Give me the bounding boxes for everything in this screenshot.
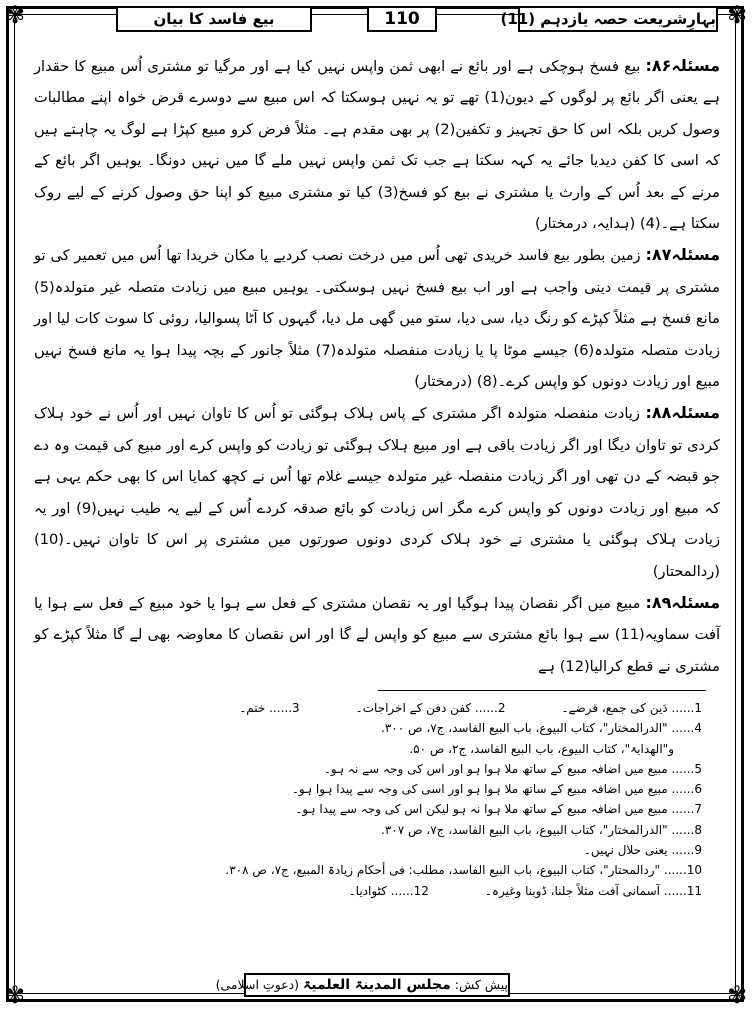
masala-label: مسئلہ۸۹: bbox=[645, 592, 721, 612]
footnote: 4...... "الدرالمختار"، کتاب البیوع، باب البیع الفاسد، ج۷، ص ۳۰۰. bbox=[381, 721, 702, 736]
masala-text: مبیع میں اگر نقصان پیدا ہوگیا اور یہ نقصان مشتری کے فعل سے ہوا یا خود مبیع کے فعل سے ہوا یا آفت سماویہ(11) سے ہوا بائع مشتری سے مبیع کو واپس لے گا اور اس نقصان کا معاوضہ بھی لے گا مثلاً کپڑے کو مشتری نے قطع کرالیا(12) ہے bbox=[34, 594, 720, 675]
masala-text: زیادت منفصلہ متولدہ اگر مشتری کے پاس ہلاک ہوگئی تو اُس کا تاوان نہیں اور اُس نے خود ہلاک کردی تو تاوان دیگا اور اگر زیادت باقی ہے اور مبیع ہلاک ہوگئی تو زیادت کو واپس کرے اور مبیع کی قیمت وہ دے جو قبضہ کے دن تھی اور اگر زیادت منفصلہ غیر متولدہ جیسے غلام تھا اُس نے کچھ کمایا اس کا بھی حکم یہی ہے کہ مبیع اور زیادت دونوں کو واپس کرے مگر اس زیادت کو بائع صدقہ کردے اُس کے لیے یہ طیب نہیں(9) اور یہ زیادت ہلاک ہوگئی یا مشتری نے خود ہلاک کردی دونوں صورتوں میں مشتری پر اس کا تاوان نہیں۔(10) (ردالمحتار) bbox=[34, 405, 720, 580]
footnote: 1...... دَین کی جمع، قرضے۔ bbox=[561, 701, 702, 715]
masala-text: بیع فسخ ہوچکی ہے اور بائع نے ابھی ثمن واپس نہیں کیا ہے اور مرگیا تو مشتری اُس مبیع کا حقدار ہے یعنی اگر بائع پر لوگوں کے دیون(1) تھے تو یہ نہیں ہوسکتا کہ اس مبیع سے دوسرے قرض خواہ اپنے مطالبات وصول کریں بلکہ اس کا حق تجہیز و تکفین(2) پر بھی مقدم ہے۔ مثلاً فرض کرو مبیع کپڑا ہے لوگ یہ چاہتے ہیں کہ اسی کا کفن دیدیا جائے یہ کہہ سکتا ہے جب تک ثمن واپس نہیں ملے گا میں نہیں دونگا۔ یوہیں اگر بائع کے مرنے کے بعد اُس کے وارث یا مشتری نے بیع کو فسخ(3) کیا تو مشتری مبیع کو اپنا حق وصول کرنے کے لیے روک سکتا ہے۔(4) (ہدایہ، درمختار) bbox=[34, 58, 720, 233]
main-text bbox=[34, 50, 720, 682]
footnote: 8...... "الدرالمختار"، کتاب البیوع، باب البیع الفاسد، ج۷، ص ۳۰۷. bbox=[381, 822, 702, 837]
corner-ornament-icon: ✾ bbox=[4, 1, 26, 29]
footnote: 7...... مبیع میں اضافہ مبیع کے ساتھ ملا ہوا نہ ہو لیکن اس کی وجہ سے پیدا ہو۔ bbox=[295, 802, 702, 817]
page-number: 110 bbox=[367, 6, 437, 32]
footnote: 3...... ختم۔ bbox=[239, 701, 300, 715]
footnote: 2...... کفن دفن کے اخراجات۔ bbox=[355, 701, 506, 715]
footnote: 5...... مبیع میں اضافہ مبیع کے ساتھ ملا ہوا ہو اور اس کی وجہ سے نہ ہو۔ bbox=[323, 761, 702, 776]
footnote: 10...... "ردالمحتار"، کتاب البیوع، باب البیع الفاسد، مطلب: فی أحکام زیادۃ المبیع، ج۷، ص ۳۰۸. bbox=[225, 863, 702, 878]
publisher-footer bbox=[215, 973, 510, 997]
corner-ornament-icon: ✾ bbox=[726, 1, 748, 29]
masala-label: مسئلہ۸۶: bbox=[645, 56, 721, 75]
footnote: 6...... مبیع میں اضافہ مبیع کے ساتھ ملا ہوا ہو اور اسی کی وجہ سے پیدا ہوا ہو۔ bbox=[291, 782, 702, 797]
page-header bbox=[20, 2, 732, 38]
masala-text: زمین بطور بیع فاسد خریدی تھی اُس میں درخت نصب کردیے یا مکان خریدا تھا اُس میں تعمیر کی تو مشتری پر قیمت دینی واجب ہے اور اب بیع فسخ نہیں ہوسکتی۔ یوہیں مبیع میں زیادت متصلہ غیر متولدہ(5) مانع فسخ ہے مثلاً کپڑے کو رنگ دیا، سی دیا، ستو میں گھی مل دیا، گیہوں کا آٹا پسوالیا، روئی کا سوت کات لیا اور زیادت متصلہ متولدہ(6) جیسے موٹا پا یا زیادت منفصلہ متولدہ(7) مثلاً جانور کے بچہ پیدا ہوا یہ مانع فسخ نہیں مبیع اور زیادت دونوں کو واپس کرے۔(8) (درمختار) bbox=[34, 247, 721, 391]
book-title: بہارِشریعت حصہ یازدہم (11) bbox=[518, 6, 718, 32]
masala-paragraph bbox=[34, 397, 720, 586]
footer-org: مجلس المدینۃ العلمیۃ bbox=[303, 977, 451, 993]
footnote-row bbox=[70, 881, 702, 901]
footnote-row bbox=[70, 698, 702, 718]
masala-paragraph bbox=[34, 50, 720, 239]
masala-label: مسئلہ۸۸: bbox=[645, 403, 720, 423]
masala-label: مسئلہ۸۷: bbox=[645, 245, 721, 265]
masala-paragraph bbox=[34, 239, 720, 397]
footer-suffix: (دعوتِ اسلامی) bbox=[215, 977, 300, 992]
footnote-divider bbox=[378, 690, 706, 691]
footer-prefix: پیش کش: bbox=[454, 977, 508, 992]
footnote: 9...... یعنی حلال نہیں۔ bbox=[583, 843, 702, 858]
corner-ornament-icon: ✾ bbox=[726, 981, 748, 1009]
footnote: 12...... کٹوادیا۔ bbox=[348, 883, 429, 898]
footnote: و"الھدایۃ"، کتاب البیوع، باب البیع الفاسد، ج۲، ص ۵۰. bbox=[409, 741, 674, 756]
masala-paragraph bbox=[34, 587, 720, 682]
corner-ornament-icon: ✾ bbox=[4, 981, 26, 1009]
chapter-title: بیع فاسد کا بیان bbox=[116, 6, 312, 32]
footnotes bbox=[70, 698, 702, 901]
footnote: 11...... آسمانی آفت مثلاً جلنا، ڈوبنا وغیرہ۔ bbox=[484, 883, 702, 898]
